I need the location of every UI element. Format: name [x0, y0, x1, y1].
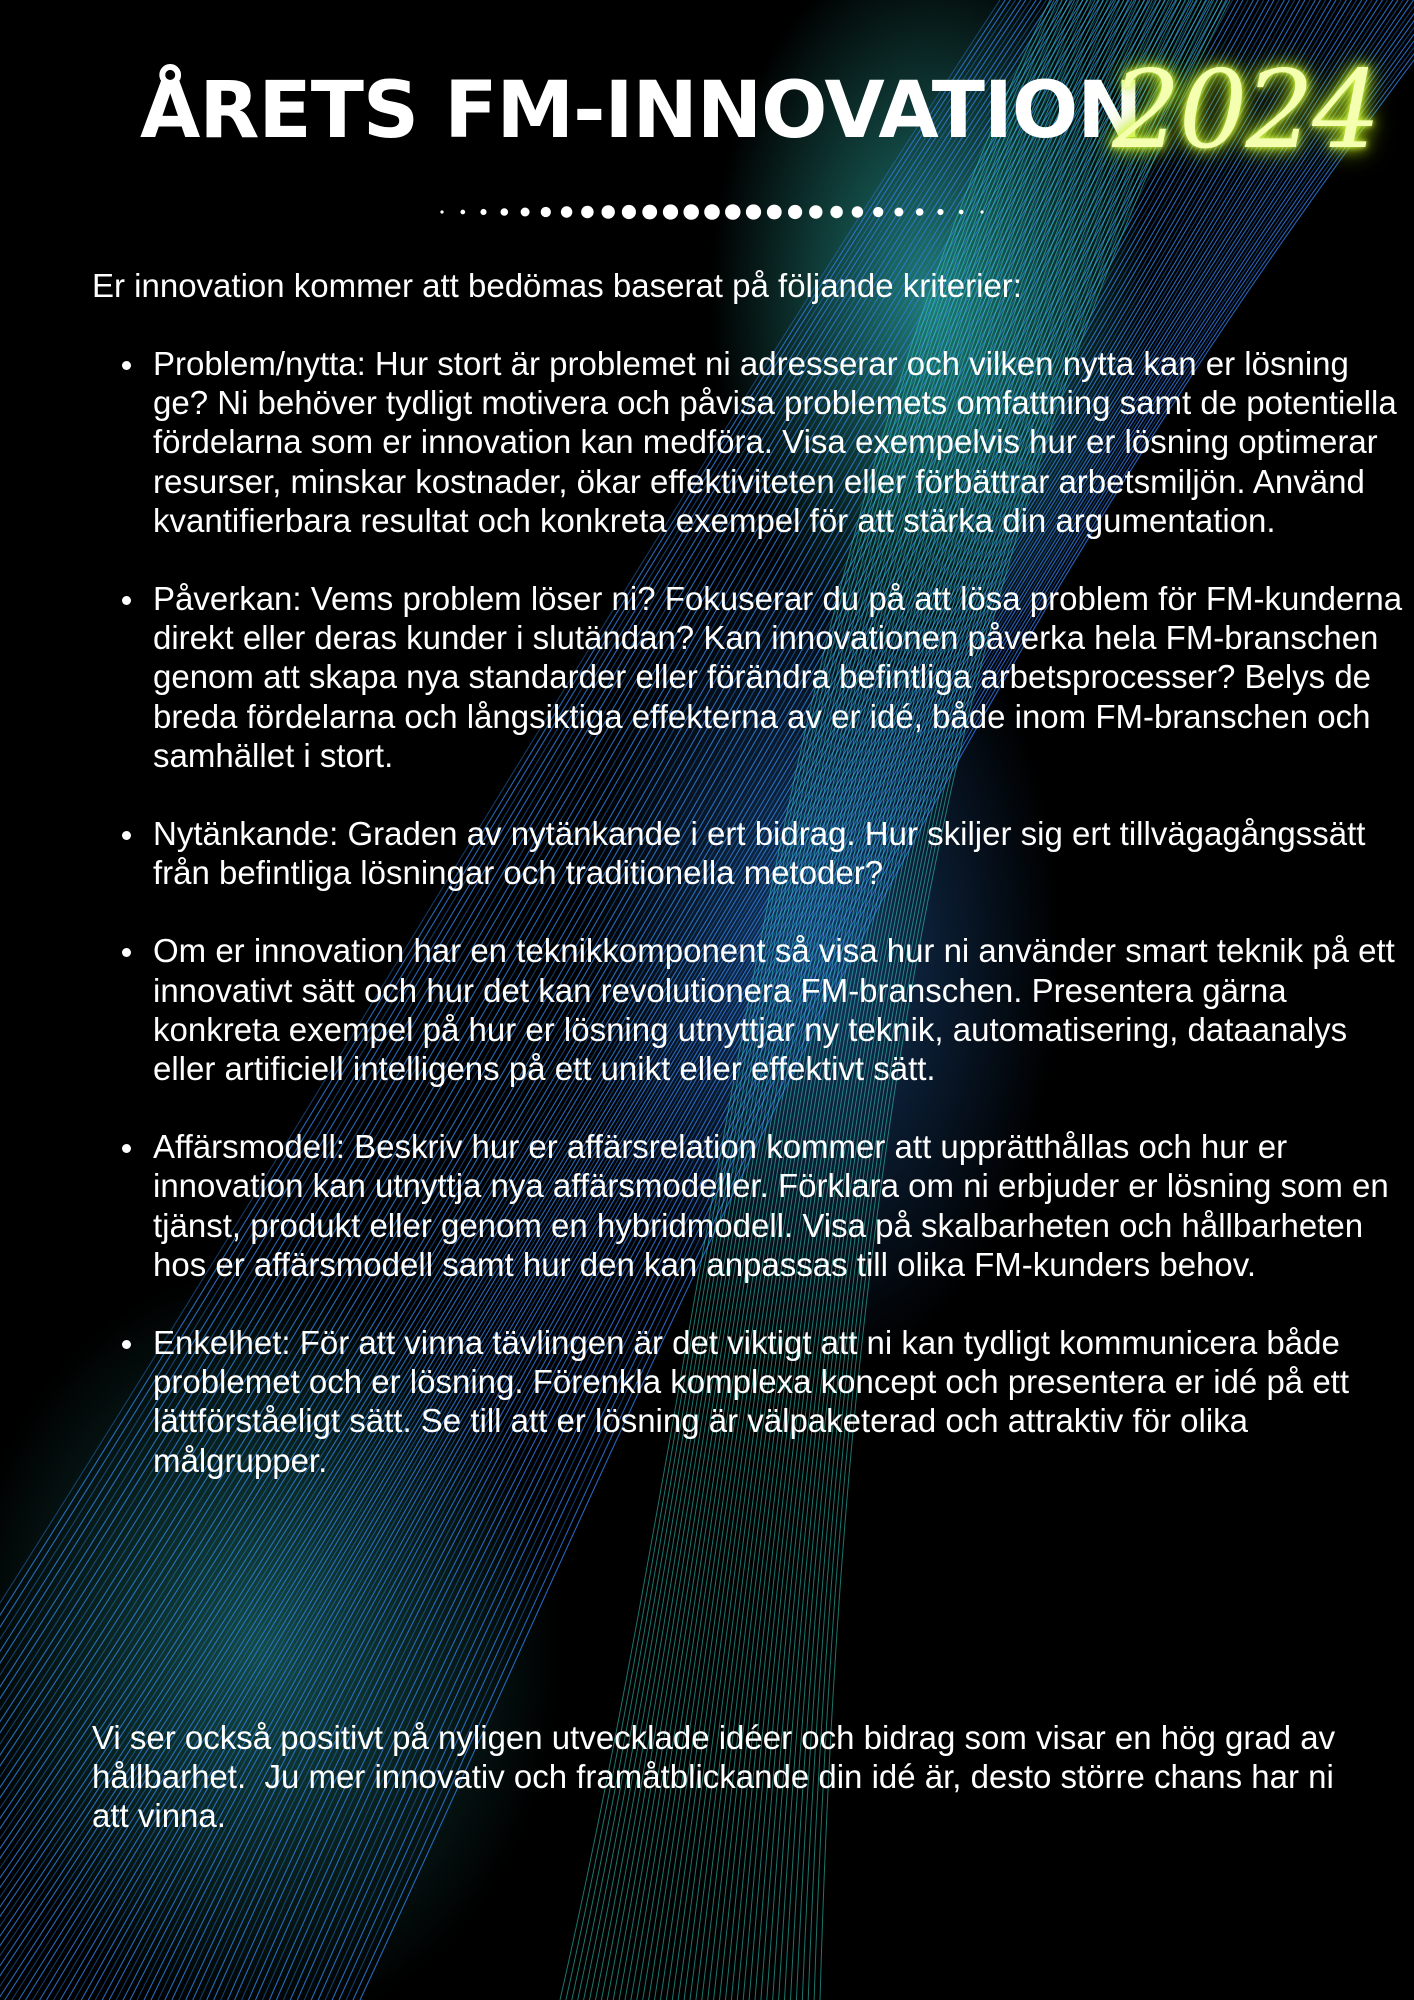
divider-dot [809, 205, 822, 218]
divider-dot [440, 210, 443, 213]
divider-dot [683, 204, 699, 220]
criteria-item-simplicity: Enkelhet: För att vinna tävlingen är det viktigt att ni kan tydligt kommunicera både problemet och er lösning. Förenkla komplexa koncept och presentera er idé på ett lättförståeligt sätt. Se till att er lösning är välpaketerad och attraktiv för olika målgrupper. [153, 1323, 1403, 1480]
divider-dot [642, 205, 657, 220]
divider-dot [788, 205, 802, 219]
criteria-list [92, 344, 1403, 1519]
closing-text: Vi ser också positivt på nyligen utvecklade idéer och bidrag som visar en hög grad av hållbarhet. Ju mer innovativ och framåtblickande din idé är, desto större chans har ni att vinna. [92, 1719, 1345, 1835]
divider-dot [937, 209, 943, 215]
divider-dot [746, 204, 761, 219]
divider-dot [894, 208, 903, 217]
divider-dot [541, 207, 551, 217]
header [0, 48, 1414, 182]
dotted-divider [437, 203, 987, 221]
divider-dot [852, 206, 863, 217]
divider-dot [460, 210, 465, 215]
divider-dot [602, 205, 615, 218]
page-title: ÅRETS FM-INNOVATION [140, 66, 1142, 156]
intro-text: Er innovation kommer att bedömas baserat på följande kriterier: [92, 267, 1022, 304]
divider-dot [873, 207, 883, 217]
divider-dot [561, 206, 572, 217]
divider-dot [480, 209, 486, 215]
divider-dot [767, 205, 782, 220]
divider-dot [725, 204, 741, 220]
divider-dot [916, 208, 924, 216]
divider-dot [830, 206, 842, 218]
divider-dot [581, 206, 593, 218]
divider-dot [980, 210, 983, 213]
criteria-item-business-model: Affärsmodell: Beskriv hur er affärsrelation kommer att upprätthållas och hur er innovation kan utnyttja nya affärsmodeller. Förklara om ni erbjuder er lösning som en tjänst, produkt eller genom en hybridmodell. Visa på skalbarheten och hållbarheten hos er affärsmodell samt hur den kan anpassas till olika FM-kunders behov. [153, 1127, 1403, 1284]
divider-dot [622, 205, 636, 219]
title-year-neon: 2024 [1112, 48, 1379, 173]
divider-dot [521, 208, 530, 217]
divider-dot [704, 204, 720, 220]
criteria-item-problem: Problem/nytta: Hur stort är problemet ni adresserar och vilken nytta kan er lösning ge? Ni behöver tydligt motivera och påvisa problemets omfattning samt de potentiella fördelarna som er innovation kan medföra. Visa exempelvis hur er lösning optimerar resurser, minskar kostnader, ökar effektiviteten eller förbättrar arbetsmiljön. Använd kvantifierbara resultat och konkreta exempel för att stärka din argumentation. [153, 344, 1403, 540]
divider-dot [663, 204, 678, 219]
divider-dot [501, 208, 509, 216]
divider-dot [959, 210, 964, 215]
criteria-item-impact: Påverkan: Vems problem löser ni? Fokuserar du på att lösa problem för FM-kunderna direkt eller deras kunder i slutändan? Kan innovationen påverka hela FM-branschen genom att skapa nya standarder eller förändra befintliga arbetsprocesser? Belys de breda fördelarna och långsiktiga effekterna av er idé, både inom FM-branschen och samhället i stort. [153, 580, 1403, 774]
criteria-item-technology: Om er innovation har en teknikkomponent så visa hur ni använder smart teknik på ett innovativt sätt och hur det kan revolutionera FM-branschen. Presentera gärna konkreta exempel på hur er lösning utnyttjar ny teknik, automatisering, dataanalys eller artificiell intelligens på ett unikt eller effektivt sätt. [153, 931, 1403, 1088]
criteria-item-novelty: Nytänkande: Graden av nytänkande i ert bidrag. Hur skiljer sig ert tillvägagångssätt från befintliga lösningar och traditionella metoder? [153, 814, 1403, 892]
